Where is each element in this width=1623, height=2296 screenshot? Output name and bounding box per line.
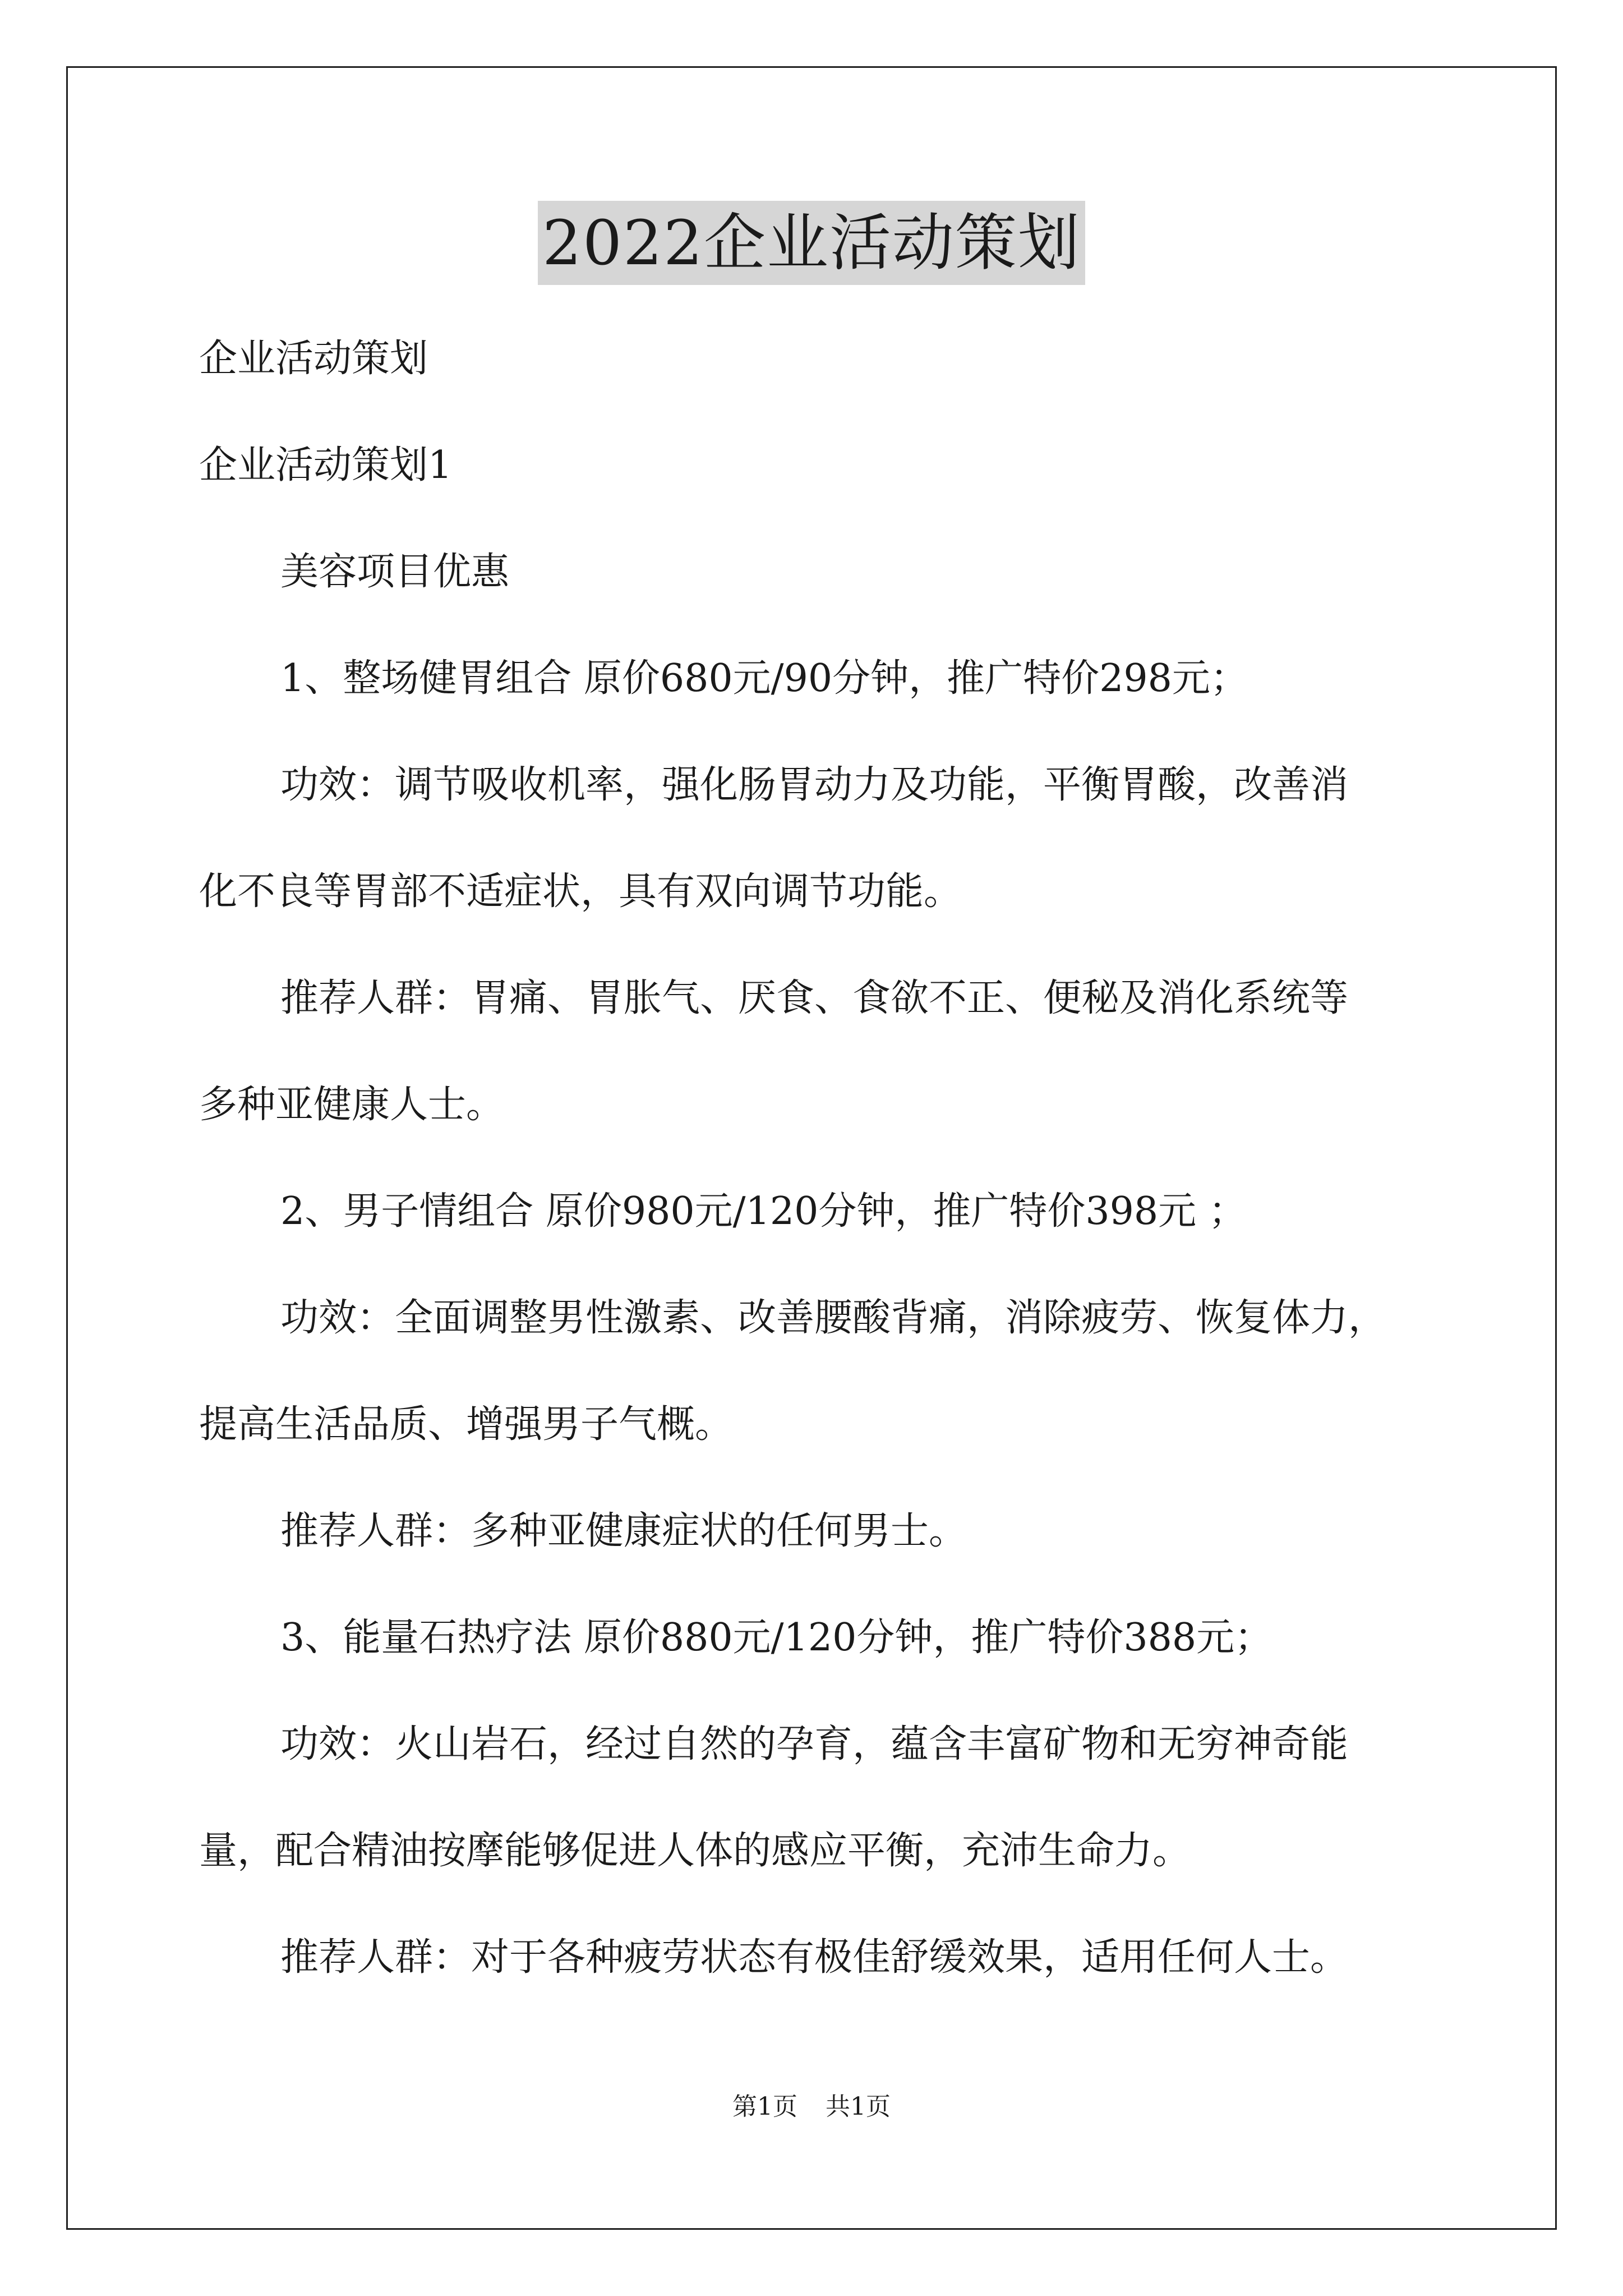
- paragraph: 功效：调节吸收机率，强化肠胃动力及功能，平衡胃酸，改善消: [280, 763, 1349, 807]
- page-total: 共1页: [826, 2092, 891, 2121]
- document-title: 2022企业活动策划: [538, 201, 1085, 285]
- paragraph: 化不良等胃部不适症状，具有双向调节功能。: [199, 869, 962, 914]
- paragraph: 功效：全面调整男性激素、改善腰酸背痛，消除疲劳、恢复体力，: [280, 1296, 1387, 1340]
- page-footer: [0, 2090, 1623, 2124]
- paragraph: 2、男子情组合 原价980元/120分钟，推广特价398元 ；: [280, 1189, 1247, 1234]
- title-container: [0, 201, 1623, 285]
- paragraph: 多种亚健康人士。: [199, 1083, 505, 1127]
- document-body: [199, 306, 1427, 2011]
- paragraph: 企业活动策划: [199, 337, 428, 381]
- paragraph: 1、整场健胃组合 原价680元/90分钟，推广特价298元；: [280, 656, 1248, 701]
- paragraph: 功效：火山岩石，经过自然的孕育，蕴含丰富矿物和无穷神奇能: [280, 1722, 1349, 1766]
- paragraph: 美容项目优惠: [280, 550, 510, 594]
- paragraph: 推荐人群：多种亚健康症状的任何男士。: [280, 1509, 967, 1553]
- paragraph: 企业活动策划1: [199, 443, 453, 487]
- paragraph: 推荐人群：胃痛、胃胀气、厌食、食欲不正、便秘及消化系统等: [280, 976, 1349, 1020]
- page-number: 第1页: [732, 2092, 797, 2121]
- paragraph: 推荐人群：对于各种疲劳状态有极佳舒缓效果，适用任何人士。: [280, 1935, 1349, 1980]
- paragraph: 量，配合精油按摩能够促进人体的感应平衡，充沛生命力。: [199, 1829, 1191, 1873]
- paragraph: 3、能量石热疗法 原价880元/120分钟，推广特价388元；: [280, 1616, 1273, 1660]
- paragraph: 提高生活品质、增强男子气概。: [199, 1402, 734, 1447]
